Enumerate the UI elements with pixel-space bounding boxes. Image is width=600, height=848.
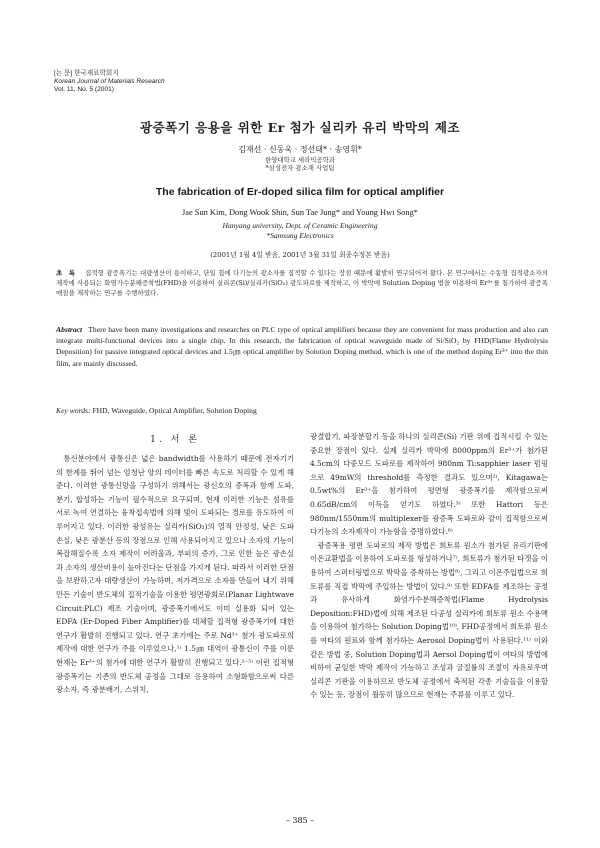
received-date: (2001년 1월 4일 받음, 2001년 3월 31일 최종수정본 받음) xyxy=(210,251,390,259)
affiliation-line: *삼성전자 광소재 사업팀 xyxy=(265,164,335,172)
english-title: The fabrication of Er-doped silica film for optical amplifier xyxy=(155,186,445,198)
korean-abstract xyxy=(56,268,548,298)
english-abstract xyxy=(56,324,548,369)
journal-line: Vol. 11, No. 5 (2001) xyxy=(54,86,114,93)
korean-title: 광증폭기 응용을 위한 Er 첨가 실리카 유리 박막의 제조 xyxy=(139,120,460,135)
affiliation-line: Hanyang university, Dept. of Ceramic Engineering xyxy=(222,221,378,230)
section-heading: 1. 서 론 xyxy=(150,435,200,445)
korean-affiliation xyxy=(0,156,600,172)
keywords-text: FHD, Waveguide, Optical Amplifier, Solution Doping xyxy=(92,406,257,415)
journal-line: [논 문] 한국재료학회지 xyxy=(54,70,119,77)
right-column xyxy=(310,430,548,702)
english-affiliation xyxy=(0,221,600,240)
english-authors: Jae Sun Kim, Dong Wook Shin, Sun Tae Jung* and Young Hwi Song* xyxy=(182,208,418,217)
paragraph: 통신분야에서 광통신은 넓은 bandwidth를 사용하기 때문에 전자기기의 한계를 뛰어 넘는 엄청난 양의 데이터를 빠른 속도로 처리할 수 있게 해준다. 이러한 광통신망을 구성하기 위해서는 광신호의 증폭과 함께 도파, 분기, 합성하는 기능이 필수적으로 요구되며, 현재 이러한 기능은 섬유를 서로 녹여 연결하는 융착접속법에 의해 빛이 도파되는 경로를 유도하여 이루어지고 있다. 이러한 광섬유는 실리카(SiO₂)의 열적 안정성, 낮은 도파손실, 낮은 광분산 등의 장점으로 인해 사용되어지고 있으나 소자의 기능이 복잡해질수록 소자 제작이 어려울과, 부피의 증가, 그로 인한 높은 광손실과 소자의 생산비용이 높아진다는 단점을 가지게 된다. 따라서 이러한 단점을 보완하고자 대량생산이 가능하며, 저가격으로 소자를 만들어 내기 위해 만든 기술이 반도체의 집적기술을 이용한 평면광회로(Planar Lightwave Circuit:PLC) 제조 기술이며, 광증폭기에서도 이미 실용화 되어 있는 EDFA (Er-Doped Fiber Amplifier)를 대체할 집적형 광증폭기에 대한 연구가 활발히 진행되고 있다. 연구 초기에는 주로 Nd³⁺ 첨가 광도파로의 제작에 대한 연구가 주를 이루었으나,¹⁾ 1.5㎛ 대역이 광통신이 주를 이룬 현재는 Er³⁺의 첨가에 대한 연구가 활발히 진행되고 있다.²⁻⁵⁾ 이런 집적형 광증폭기는 기존의 반도체 공정을 그대로 응용하여 소형화함으로써 다른 광소자, 즉 광분배기, 스위치, xyxy=(56,454,294,695)
keywords xyxy=(56,406,548,415)
keywords-label: Key words: xyxy=(56,406,91,415)
affiliation-line: *Samsung Electronics xyxy=(266,230,334,240)
paragraph: 광결합기, 파장분할기 등을 하나의 실리콘(Si) 기판 위에 집적시킬 수 있는 중요한 장점이 있다. 실제 실리카 박막에 8000ppm의 Er³⁺가 첨가된 4.5cm의 다중모드 도파로를 제작하여 980nm Ti:sapphier laser 펌핑으로 49mW의 threshold를 측정한 결과도 있으며²⁾, Kitagawa는 0.5wt%의 Er³⁺을 첨가하여 평면형 광증폭기를 제작함으로써 0.65dB/cm의 이득을 얻기도 하였다.³⁾ 또한 Hattori 등은 980nm/1550nm의 multiplexer를 광증폭 도파로와 같이 집적함으로써 다기능의 소자제작이 가능함을 증명하였다.⁶⁾ xyxy=(310,432,548,537)
english-abstract-text: There have been many investigations and researches on PLC type of optical amplifiers because they are convenient for mass production and also can integrate multi-functional devices into a single chip. In this research, the fabrication of optical waveguide made of Si/SiO₂ by FHD(Flame Hydrolysis Deposition) for passive integrated optical devices and 1.5㎛ optical amplifier by Solution Doping method, which is one of the method doping Er³⁺ into the thin film, are mainly discussed. xyxy=(56,325,548,368)
paragraph: 광증폭용 평면 도파로의 제작 방법은 희토류 원소가 첨가된 유리기판에 이온교환법을 이용하여 도파로를 형성하거나⁷⁾, 희토류가 첨가된 타겟을 이용하여 스퍼터링법으로 박막을 증착하는 방법⁸⁾, 그리고 이온주입법으로 희토류를 직접 박막에 주입하는 방법이 있다.⁹⁾ 또한 EDFA를 제조하는 공정과 유사하게 화염가수분해증착법(Flame Hydrolysis Deposition:FHD)법에 의해 제조된 다공성 실리카에 희토류 원소 수용액을 이용하여 첨가하는 Solution Doping법¹⁰⁾, FHD공정에서 희토류 원소를 여타의 원료와 함께 첨가하는 Aerosol Doping법이 사용된다.¹¹⁾ 이와 같은 방법 중, Solution Doping법과 Aersol Doping법이 여타의 방법에 비하여 균일한 박막 제작이 가능하고 조성과 굴절률의 조절이 자유로우며 실리콘 기판을 이용하므로 반도체 공정에서 축적된 각종 기술들을 이용할 수 있는 등, 장점이 월등히 많으므로 현재는 주류를 이루고 있다. xyxy=(310,540,548,700)
english-abstract-label: Abstract xyxy=(56,325,83,334)
korean-authors: 김재선 · 신동욱 · 정선태* · 송영휘* xyxy=(238,145,362,154)
journal-line: Korean Journal of Materials Research xyxy=(54,78,165,85)
journal-header xyxy=(54,70,165,94)
korean-abstract-text: 집적형 광증폭기는 대량생산이 용이하고, 단일 칩에 다기능의 광소자를 집적할 수 있다는 장점 때문에 활발히 연구되어져 왔다. 본 연구에서는 수동형 집적광소자의 제작에 사용되는 화염가수분해증착법(FHD)을 이용하여 실리콘(Si)/실리카(SiO₂) 광도파로를 제작하고, 이 박막에 Solution Doping 법을 이용하여 Er³⁺를 첨가하여 광증폭 매질을 제작하는 연구를 수행하였다. xyxy=(56,269,548,297)
korean-abstract-label: 초 록 xyxy=(56,269,78,277)
page-number: – 385 – xyxy=(285,816,315,825)
left-column xyxy=(56,452,294,697)
affiliation-line: 한양대학교 세라믹공학과 xyxy=(265,156,335,164)
